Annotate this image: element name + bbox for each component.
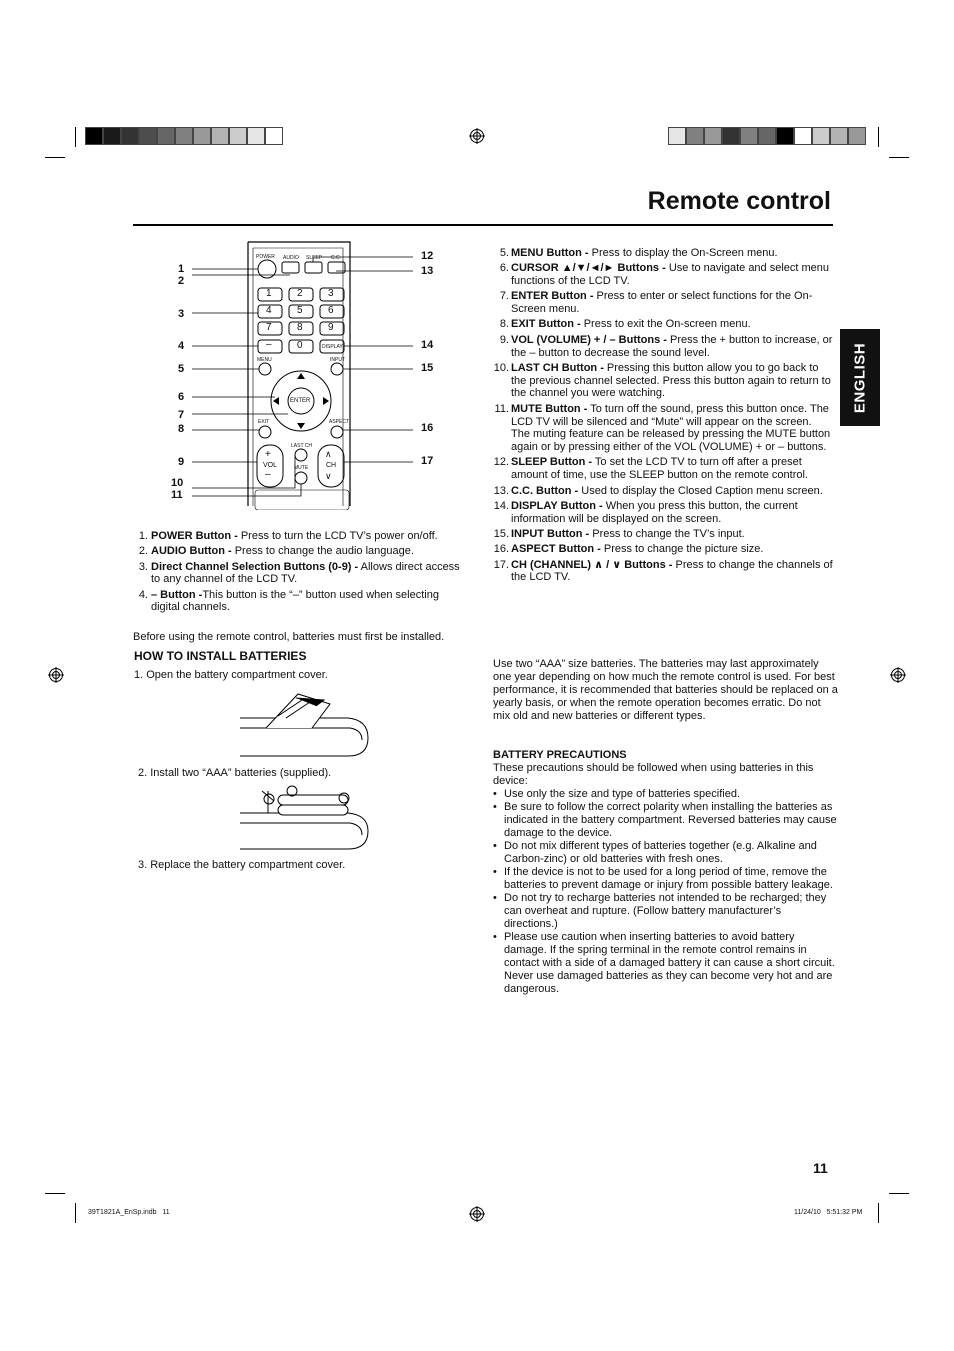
callout-13: 13 <box>421 265 434 277</box>
display-label: DISPLAY <box>322 344 343 350</box>
calibration-swatch <box>229 127 247 145</box>
item-number: 13. <box>493 484 509 497</box>
title-rule <box>133 224 833 226</box>
item-label: LAST CH Button - <box>511 361 604 374</box>
callout-10: 10 <box>171 477 184 489</box>
button-description <box>493 559 833 585</box>
calibration-bar-right <box>668 127 866 145</box>
digit-label-7: 7 <box>266 322 272 333</box>
page-title: Remote control <box>647 187 831 215</box>
digit-label-0: 0 <box>297 340 303 351</box>
battery-info: Use two “AAA” size batteries. The batteries may last approximately one year depending on how much the remote control is used. For best performance, it is recommended that batteries should be replaced on a yearly basis, or when the remote operation becomes erratic. Do not mix old and new batteries or different types. <box>493 658 838 722</box>
callout-6: 6 <box>178 391 185 403</box>
item-text: Press to display the On-Screen menu. <box>588 247 778 259</box>
callout-15: 15 <box>421 362 434 374</box>
button-description <box>493 485 833 498</box>
item-text: Press to change the audio language. <box>231 545 414 558</box>
button-description <box>493 262 833 288</box>
item-label: MUTE Button - <box>511 402 588 415</box>
calibration-swatch <box>704 127 722 145</box>
language-tab <box>840 329 880 426</box>
precautions-intro: These precautions should be followed when using batteries in this device: <box>493 762 814 787</box>
callout-12: 12 <box>421 250 434 262</box>
digit-label-3: 3 <box>328 288 334 299</box>
footer-file: 39T1821A_EnSp.indb 11 <box>88 1209 170 1216</box>
item-number: 2. <box>138 545 148 558</box>
precaution-item: • Do not try to recharge batteries not intended to be recharged; they can overheat and rupture. (Follow battery manufacturer’s directions.) <box>493 892 838 931</box>
crop-mark <box>45 1193 65 1194</box>
button-description <box>133 530 463 543</box>
item-text: Used to display the Closed Caption menu screen. <box>578 484 823 497</box>
callout-14: 14 <box>421 339 434 351</box>
item-number: 9. <box>499 333 509 346</box>
calibration-swatch <box>812 127 830 145</box>
button-description <box>493 543 833 556</box>
calibration-swatch <box>265 127 283 145</box>
item-text: To turn off the sound, press this button once. The LCD TV will be silenced and “Mute” will appear on the screen. The muting feature can be released by pressing the MUTE button again or by pressing either of the VOL (VOLUME) + or – buttons. <box>511 402 831 454</box>
callout-2: 2 <box>178 275 185 287</box>
item-text: Pressing this button allow you to go back to the previous channel selected. Press this button again to return to the channel you were watching. <box>511 361 831 400</box>
registration-mark-icon <box>469 128 485 144</box>
digit-label-8: 8 <box>297 322 303 333</box>
calibration-bar-left <box>85 127 283 145</box>
calibration-swatch <box>758 127 776 145</box>
ch-down-icon: ∨ <box>325 471 332 481</box>
registration-mark-icon <box>890 667 906 683</box>
callout-3: 3 <box>178 308 185 320</box>
calibration-swatch <box>193 127 211 145</box>
item-label: ENTER Button - <box>511 290 594 303</box>
callout-9: 9 <box>178 456 185 468</box>
registration-mark-icon <box>48 667 64 683</box>
callout-1: 1 <box>178 263 185 275</box>
calibration-swatch <box>848 127 866 145</box>
dash-label: – <box>266 339 272 350</box>
page-number: 11 <box>813 1160 828 1176</box>
crop-mark <box>878 1203 879 1223</box>
callout-7: 7 <box>178 409 185 421</box>
exit-label: EXIT <box>258 419 270 425</box>
item-label: C.C. Button - <box>511 484 579 497</box>
button-description <box>493 362 833 400</box>
batteries-heading: HOW TO INSTALL BATTERIES <box>134 649 307 663</box>
button-description <box>493 318 833 331</box>
item-number: 3. <box>138 560 148 573</box>
digit-label-1: 1 <box>266 288 272 299</box>
aspect-label: ASPECT <box>329 419 350 425</box>
last-ch-label: LAST CH <box>291 443 313 449</box>
input-label: INPUT <box>330 357 345 363</box>
callout-11: 11 <box>171 489 183 501</box>
calibration-swatch <box>794 127 812 145</box>
item-label: POWER Button - <box>151 530 238 542</box>
calibration-swatch <box>722 127 740 145</box>
open-cover-illustration <box>238 688 373 760</box>
button-description <box>493 456 833 482</box>
item-number: 5. <box>499 247 509 259</box>
item-label: CH (CHANNEL) ∧ / ∨ Buttons - <box>511 558 673 571</box>
callout-4: 4 <box>178 340 185 352</box>
calibration-swatch <box>247 127 265 145</box>
item-text: This button is the “–” button used when selecting digital channels. <box>151 588 439 614</box>
item-number: 11. <box>494 402 509 415</box>
item-number: 14. <box>493 499 509 512</box>
item-number: 17. <box>493 558 509 571</box>
item-text: Press to turn the LCD TV’s power on/off. <box>237 530 438 542</box>
registration-mark-icon <box>469 1206 485 1222</box>
crop-mark <box>878 127 879 147</box>
audio-label: AUDIO <box>283 255 299 261</box>
calibration-swatch <box>157 127 175 145</box>
ch-up-icon: ∧ <box>325 449 332 459</box>
install-batteries-illustration <box>238 785 373 855</box>
power-label: POWER <box>256 254 275 260</box>
precaution-item: • Please use caution when inserting batteries to avoid battery damage. If the spring terminal in the remote control remains in contact with a side of a damaged battery it can cause a short circuit. Never use damaged batteries as they can become very hot and are dangerous. <box>493 931 838 996</box>
calibration-swatch <box>740 127 758 145</box>
crop-mark <box>75 1203 76 1223</box>
item-label: AUDIO Button - <box>151 545 232 558</box>
precaution-item: • Use only the size and type of batteries specified. <box>493 788 838 801</box>
item-number: 1. <box>138 530 148 542</box>
calibration-swatch <box>830 127 848 145</box>
calibration-swatch <box>139 127 157 145</box>
digit-label-9: 9 <box>328 322 334 333</box>
precaution-item: • Do not mix different types of batteries together (e.g. Alkaline and Carbon-zinc) or old batteries with fresh ones. <box>493 840 838 866</box>
button-description <box>493 290 833 316</box>
callout-16: 16 <box>421 422 434 434</box>
button-description <box>493 247 833 260</box>
remote-labels <box>165 240 445 510</box>
item-number: 15. <box>493 527 509 540</box>
item-number: 4. <box>138 588 148 601</box>
item-label: VOL (VOLUME) + / – Buttons - <box>511 333 667 346</box>
crop-mark <box>889 1193 909 1194</box>
button-description <box>493 334 833 360</box>
calibration-swatch <box>668 127 686 145</box>
calibration-swatch <box>85 127 103 145</box>
button-description <box>133 589 463 615</box>
vol-label: VOL <box>263 462 278 469</box>
item-number: 6. <box>499 262 509 275</box>
calibration-swatch <box>686 127 704 145</box>
vol-minus-icon: – <box>265 469 271 480</box>
item-number: 16. <box>493 543 509 556</box>
item-text: When you press this button, the current information will be displayed on the screen. <box>511 499 798 525</box>
item-label: INPUT Button - <box>511 527 590 540</box>
button-description <box>493 528 833 541</box>
button-description <box>493 500 833 526</box>
calibration-swatch <box>103 127 121 145</box>
item-text: Press the + button to increase, or the – button to decrease the sound level. <box>511 333 833 359</box>
precaution-item: • If the device is not to be used for a long period of time, remove the batteries to prevent damage or injury from possible battery leakage. <box>493 866 838 892</box>
callout-17: 17 <box>421 455 434 467</box>
calibration-swatch <box>175 127 193 145</box>
item-label: CURSOR ▲/▼/◄/► Buttons - <box>511 262 666 275</box>
battery-step-3: 3. Replace the battery compartment cover. <box>138 859 346 871</box>
item-number: 10. <box>493 361 509 374</box>
button-list-left <box>133 530 463 617</box>
calibration-swatch <box>776 127 794 145</box>
item-number: 8. <box>499 318 509 331</box>
calibration-swatch <box>211 127 229 145</box>
menu-label: MENU <box>257 357 272 363</box>
item-text: To set the LCD TV to turn off after a preset amount of time, use the SLEEP button on the remote control. <box>511 456 808 482</box>
crop-mark <box>75 127 76 147</box>
battery-step-2: 2. Install two “AAA” batteries (supplied). <box>138 767 332 779</box>
item-label: Direct Channel Selection Buttons (0-9) - <box>151 560 359 573</box>
item-label: DISPLAY Button - <box>511 499 603 512</box>
item-label: SLEEP Button - <box>511 456 593 469</box>
batteries-intro: Before using the remote control, batteries must first be installed. <box>133 631 445 643</box>
button-list-right <box>493 247 833 587</box>
item-text: Press to change the picture size. <box>600 543 764 556</box>
crop-mark <box>889 157 909 158</box>
sleep-label: SLEEP <box>306 255 323 261</box>
language-tab-label: ENGLISH <box>851 342 869 413</box>
item-text: Press to exit the On-screen menu. <box>580 318 751 331</box>
item-text: Allows direct access to any channel of the LCD TV. <box>151 560 460 586</box>
ch-label: CH <box>326 462 337 469</box>
button-description <box>493 403 833 454</box>
item-number: 7. <box>499 290 509 303</box>
vol-plus-icon: + <box>265 449 271 460</box>
enter-label: ENTER <box>290 398 311 404</box>
cc-label: C.C. <box>331 255 341 261</box>
polarity-plus-icon <box>264 794 274 804</box>
item-text: Press to change the TV’s input. <box>589 527 745 540</box>
precaution-item: • Be sure to follow the correct polarity when installing the batteries as indicated in the battery compartment. Reversed batteries may cause damage to the device. <box>493 801 838 840</box>
precautions-list <box>493 788 838 996</box>
footer-date: 11/24/10 5:51:32 PM <box>794 1209 863 1216</box>
item-number: 12. <box>493 456 509 469</box>
button-description <box>133 545 463 558</box>
mute-label: MUTE <box>294 465 309 471</box>
digit-label-6: 6 <box>328 305 334 316</box>
item-text: Press to change the channels of the LCD TV. <box>511 558 833 584</box>
battery-step-1: 1. Open the battery compartment cover. <box>134 669 328 681</box>
calibration-swatch <box>121 127 139 145</box>
digit-label-2: 2 <box>297 288 303 299</box>
callout-8: 8 <box>178 423 185 435</box>
precautions-heading: BATTERY PRECAUTIONS <box>493 749 627 761</box>
item-text: Press to enter or select functions for the On-Screen menu. <box>511 290 813 316</box>
digit-label-4: 4 <box>266 305 272 316</box>
item-text: Use to navigate and select menu functions of the LCD TV. <box>511 262 830 288</box>
item-label: MENU Button - <box>511 247 589 259</box>
item-label: ASPECT Button - <box>511 543 601 556</box>
callout-5: 5 <box>178 363 185 375</box>
digit-label-5: 5 <box>297 305 303 316</box>
item-label: – Button - <box>151 588 203 601</box>
crop-mark <box>45 157 65 158</box>
button-description <box>133 561 463 587</box>
item-label: EXIT Button - <box>511 318 581 331</box>
